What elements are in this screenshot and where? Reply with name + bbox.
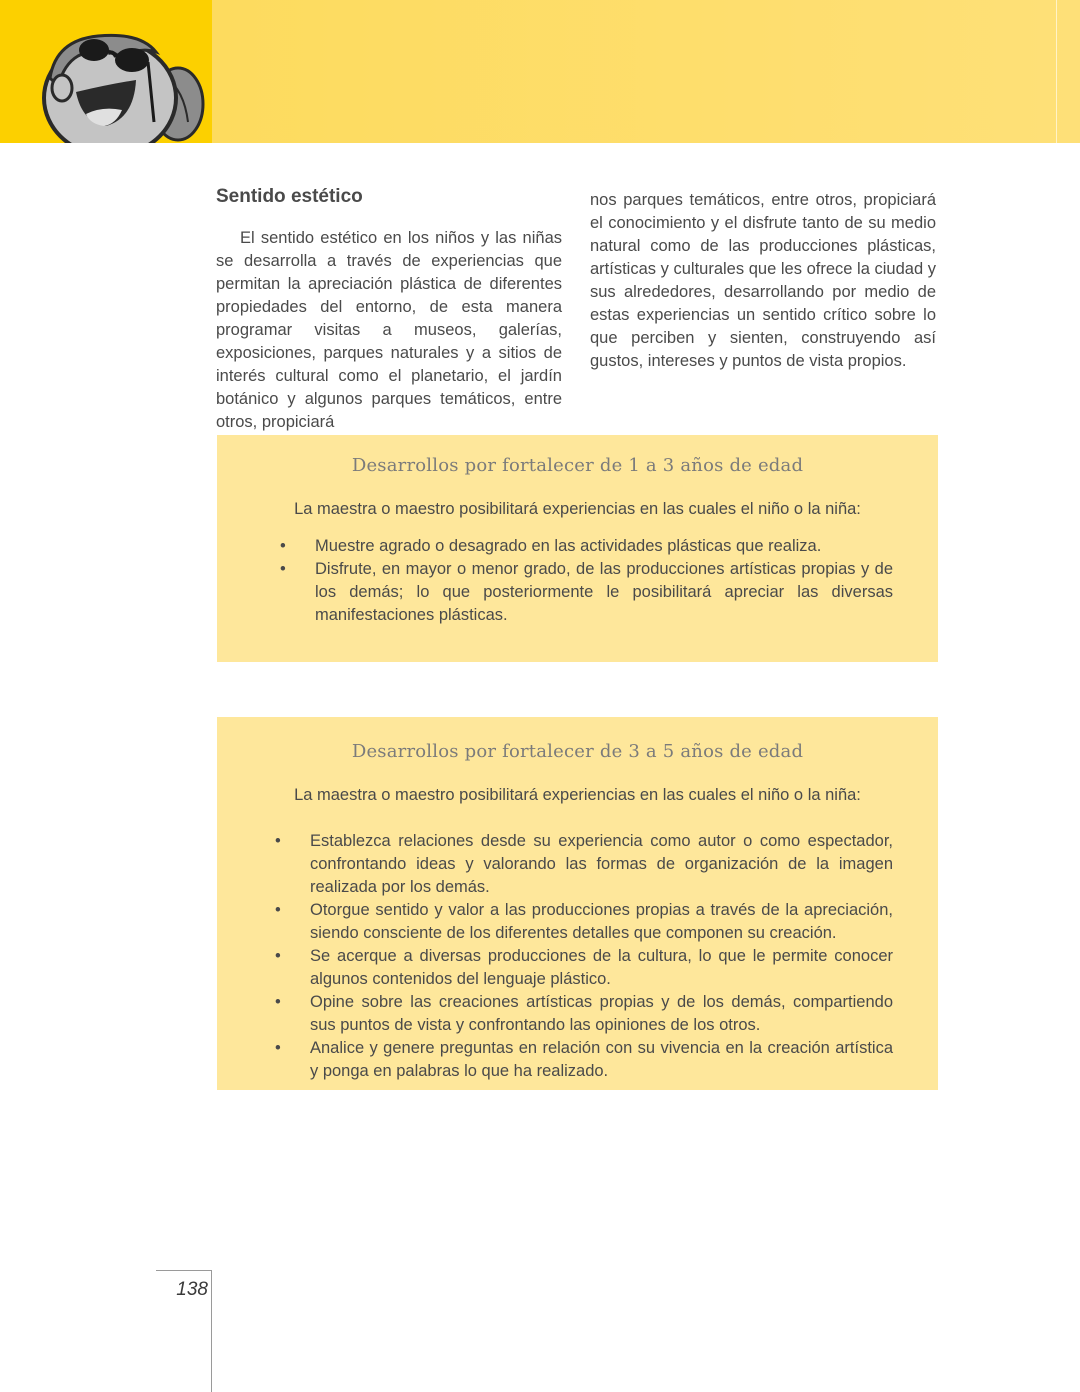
bullet-icon: • bbox=[275, 1039, 281, 1057]
list-item: • Disfrute, en mayor o menor grado, de las producciones artísticas propias y de los demás; lo que posteriormente le posibilitará apreciar las diversas manifestaciones plásticas. bbox=[280, 560, 893, 624]
list-item: • Otorgue sentido y valor a las producciones propias a través de la apreciación, siendo consciente de los diferentes detalles que componen su creación. bbox=[275, 901, 893, 942]
left-column-paragraph: El sentido estético en los niños y las niñas se desarrolla a través de experiencias que permitan la apreciación plástica de diferentes propiedades del entorno, de esta manera programar visitas a museos, galerías, exposiciones, parques naturales y a sitios de interés cultural como el planetario, el jardín botánico y algunos parques temáticos, entre otros, propiciará bbox=[216, 229, 562, 431]
list-item: • Analice y genere preguntas en relación con su vivencia en la creación artística y ponga en palabras lo que ha realizado. bbox=[275, 1039, 893, 1080]
box-title: Desarrollos por fortalecer de 3 a 5 años de edad bbox=[351, 741, 804, 762]
bullet-icon: • bbox=[280, 537, 286, 555]
right-column-paragraph: nos parques temáticos, entre otros, propiciará el conocimiento y el disfrute tanto de su medio natural como de las producciones plásticas, artísticas y culturales que les ofrece la ciudad y sus alrededores, desarrollando por medio de estas experiencias un sentido crítico sobre lo que perciben y sienten, construyendo así gustos, intereses y puntos de vista propios. bbox=[590, 191, 936, 370]
page-number-rule-horizontal bbox=[156, 1270, 212, 1271]
list-item: • Opine sobre las creaciones artísticas propias y de los demás, compartiendo sus puntos de vista y confrontando las opiniones de los otros. bbox=[275, 993, 893, 1034]
bullet-icon: • bbox=[275, 901, 281, 919]
bullet-icon: • bbox=[275, 993, 281, 1011]
bullet-icon: • bbox=[280, 560, 286, 578]
bullet-list bbox=[275, 830, 893, 1083]
page-number-rule-vertical bbox=[211, 1270, 212, 1392]
list-item: • Se acerque a diversas producciones de la cultura, lo que le permite conocer algunos contenidos del lenguaje plástico. bbox=[275, 947, 893, 988]
box-intro: La maestra o maestro posibilitará experiencias en las cuales el niño o la niña: bbox=[294, 500, 861, 518]
header-yellow-block bbox=[0, 0, 212, 143]
bullet-icon: • bbox=[275, 832, 281, 850]
list-item: • Muestre agrado o desagrado en las actividades plásticas que realiza. bbox=[315, 535, 893, 558]
page-number: 138 bbox=[176, 1279, 208, 1300]
bullet-icon: • bbox=[275, 947, 281, 965]
header-banner bbox=[212, 0, 1080, 143]
bullet-list bbox=[280, 535, 893, 627]
list-item: • Establezca relaciones desde su experiencia como autor o como espectador, confrontando ideas y valorando las formas de organización de la imagen realizada por los demás. bbox=[275, 832, 893, 896]
development-box-3-5-years bbox=[217, 717, 938, 1090]
box-intro: La maestra o maestro posibilitará experiencias en las cuales el niño o la niña: bbox=[294, 786, 861, 804]
development-box-1-3-years bbox=[217, 435, 938, 662]
mascot-girl-sunglasses-icon bbox=[28, 26, 208, 143]
box-title: Desarrollos por fortalecer de 1 a 3 años de edad bbox=[351, 455, 804, 476]
header-divider bbox=[1056, 0, 1057, 143]
section-title: Sentido estético bbox=[216, 186, 363, 207]
